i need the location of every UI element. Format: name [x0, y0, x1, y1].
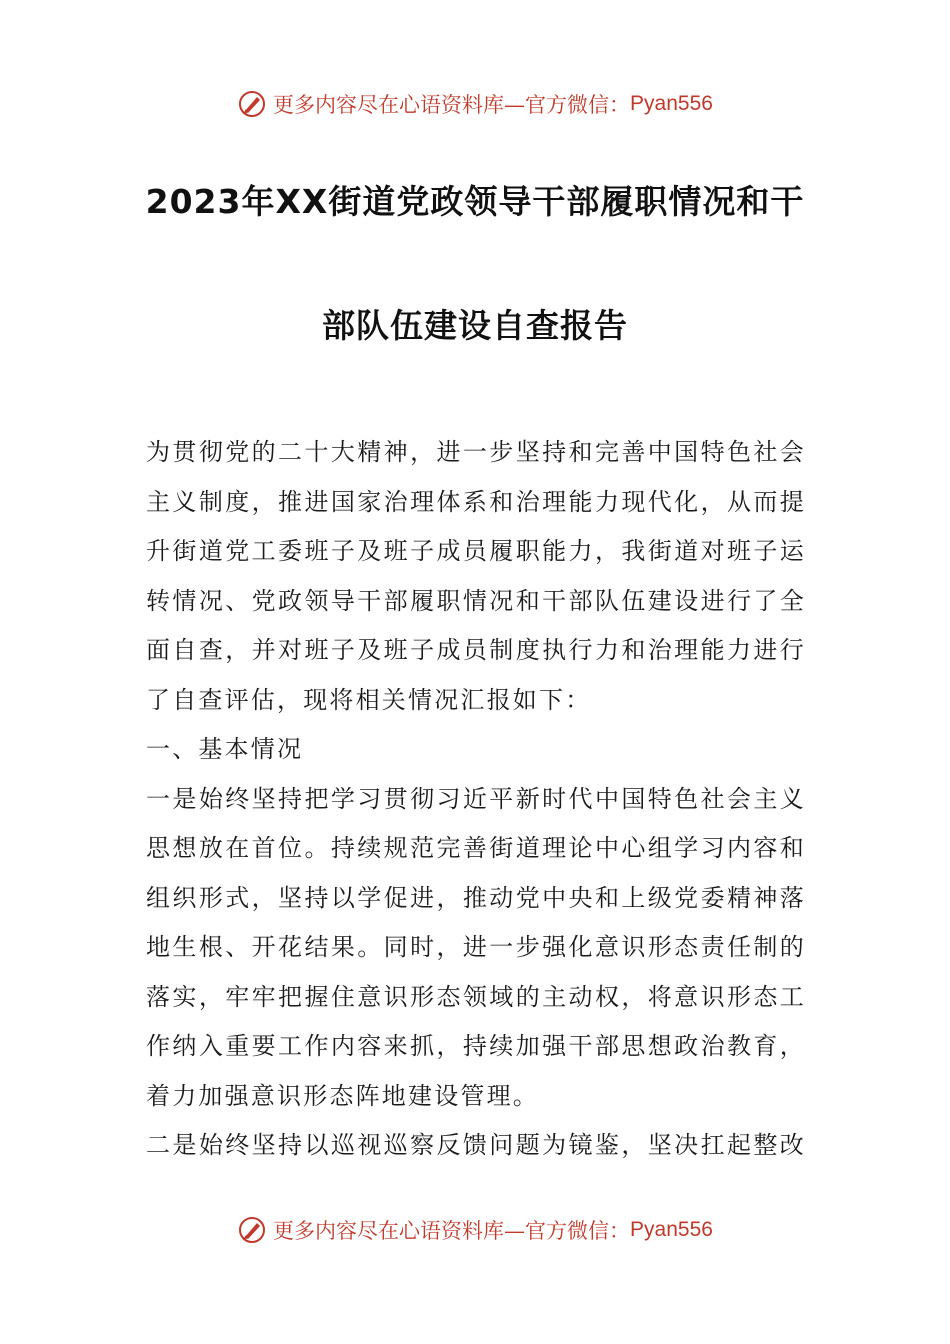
document-title-line-2: 部队伍建设自查报告 — [322, 306, 628, 345]
text-line: 一是始终坚持把学习贯彻习近平新时代中国特色社会主义 — [146, 784, 806, 813]
text-line: 着力加强意识形态阵地建设管理。 — [146, 1081, 539, 1110]
text-line: 思想放在首位。持续规范完善街道理论中心组学习内容和 — [146, 834, 806, 862]
text-line: 组织形式，坚持以学促进，推动党中央和上级党委精神落 — [146, 883, 806, 912]
watermark-banner-bottom — [0, 1210, 950, 1250]
watermark-banner-top — [0, 84, 950, 124]
pen-logo-icon — [237, 1215, 267, 1245]
pen-logo-icon — [237, 89, 267, 119]
section-heading: 一、基本情况 — [146, 735, 304, 763]
text-line: 地生根、开花结果。同时，进一步强化意识形态责任制的 — [146, 933, 806, 961]
watermark-text: 更多内容尽在心语资料库—官方微信： — [273, 93, 631, 117]
text-line: 了自查评估，现将相关情况汇报如下： — [146, 685, 592, 714]
watermark-handle: Pyan556 — [630, 92, 713, 115]
text-line: 转情况、党政领导干部履职情况和干部队伍建设进行了全 — [146, 586, 806, 615]
text-line: 二是始终坚持以巡视巡察反馈问题为镜鉴，坚决扛起整改 — [146, 1131, 806, 1159]
watermark-handle: Pyan556 — [630, 1218, 713, 1241]
document-body — [146, 428, 806, 1171]
text-line: 为贯彻党的二十大精神，进一步坚持和完善中国特色社会 — [146, 438, 806, 466]
document-title-line-1: 2023年XX街道党政领导干部履职情况和干 — [145, 182, 805, 221]
watermark-text: 更多内容尽在心语资料库—官方微信： — [273, 1219, 631, 1243]
text-line: 面自查，并对班子及班子成员制度执行力和治理能力进行 — [146, 636, 806, 664]
text-line: 升街道党工委班子及班子成员履职能力，我街道对班子运 — [146, 537, 806, 565]
text-line: 主义制度，推进国家治理体系和治理能力现代化，从而提 — [146, 487, 806, 516]
text-line: 落实，牢牢把握住意识形态领域的主动权，将意识形态工 — [146, 982, 806, 1011]
text-line: 作纳入重要工作内容来抓，持续加强干部思想政治教育， — [146, 1032, 806, 1060]
